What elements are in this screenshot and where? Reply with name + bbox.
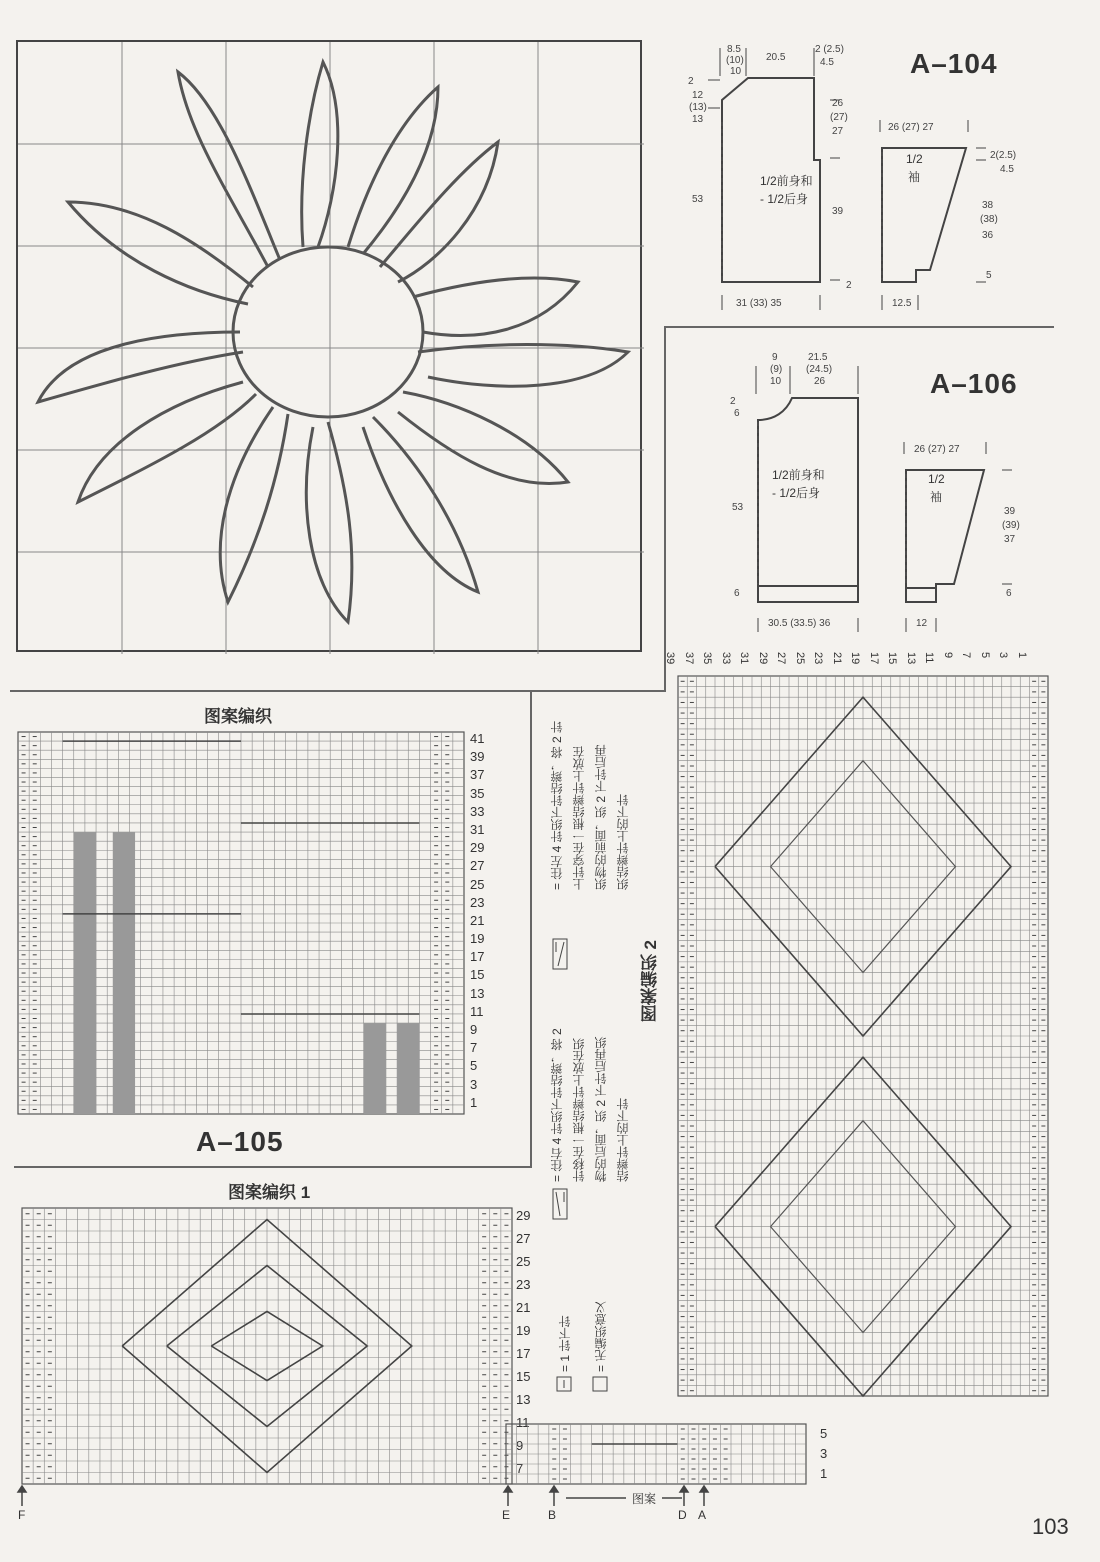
column-number: 7: [960, 652, 972, 659]
row-number: 11: [516, 1415, 530, 1430]
row-number: 1: [820, 1466, 828, 1481]
column-number: 19: [849, 652, 861, 665]
row-number: 5: [470, 1058, 478, 1074]
row-number: 21: [516, 1300, 531, 1315]
column-number: 29: [756, 652, 769, 665]
chart-1-grid: [22, 1208, 512, 1484]
a104-dim: (27): [830, 112, 848, 123]
chart-2-title: 图案编织 2: [641, 940, 660, 1023]
a104-body-label: 1/2前身和: [760, 174, 813, 188]
column-number: 15: [886, 652, 898, 665]
a104-dim: 10: [730, 66, 742, 77]
row-number: 41: [470, 731, 485, 746]
legend-symbol-blank: [592, 1376, 610, 1394]
legend-left-cross-text: [546, 700, 634, 890]
separator-line: [14, 1166, 532, 1168]
code-a105: A–105: [196, 1126, 284, 1157]
row-number: 21: [470, 912, 485, 928]
row-number: 29: [516, 1208, 531, 1223]
a106-dim: 9: [772, 352, 778, 363]
a104-dim: 53: [692, 194, 704, 205]
legend-line: = 往左 4 针织下针结辫，将 2 针: [550, 720, 564, 890]
a104-body-label: - 1/2后身: [760, 192, 809, 206]
a104-dim: 12: [692, 90, 704, 101]
a104-sleeve-dim: 26 (27) 27: [888, 122, 934, 133]
a106-sleeve-label: 1/2: [928, 472, 945, 486]
a104-dim: 2: [846, 280, 852, 291]
a106-dim: (24.5): [806, 364, 833, 375]
a106-dim: (9): [770, 364, 783, 375]
page-number: 103: [1032, 1514, 1069, 1539]
a106-body-label: 1/2前身和: [772, 468, 825, 482]
column-number: 27: [775, 652, 787, 665]
column-number: 39: [664, 652, 676, 665]
marker-a: A: [698, 1508, 707, 1522]
column-number: 5: [978, 652, 991, 659]
a104-dim: 26: [832, 98, 844, 109]
code-a106: A–106: [930, 368, 1018, 399]
a104-sleeve-dim: 38: [982, 200, 994, 211]
a104-dim: (13): [689, 102, 707, 113]
chart-a105-title: 图案编织: [204, 707, 272, 726]
legend-symbol-right-cross: [552, 1188, 570, 1222]
row-number: 13: [470, 985, 485, 1001]
a106-sleeve-dim: 6: [1006, 588, 1012, 599]
row-number: 13: [516, 1392, 531, 1407]
a104-dim: 13: [692, 114, 704, 125]
a106-dim: 53: [732, 502, 744, 513]
marker-pattern: 图案: [632, 1492, 657, 1506]
row-number: 19: [470, 931, 485, 947]
column-number: 11: [923, 652, 935, 664]
row-number: 5: [820, 1426, 828, 1441]
legend-symbol-knit: [556, 1376, 574, 1394]
row-number: 9: [470, 1022, 478, 1038]
a106-schematic: [740, 356, 1060, 636]
row-number: 9: [516, 1438, 524, 1453]
legend-line: 物的后面，织 2 下针后再织: [594, 1036, 608, 1182]
a104-sleeve-dim: (38): [980, 214, 998, 225]
column-number: 25: [793, 652, 806, 665]
a104-sleeve-dim: 2(2.5): [990, 150, 1017, 161]
row-number: 7: [516, 1461, 524, 1476]
a106-sleeve-dim: 37: [1004, 534, 1016, 545]
row-number: 33: [470, 803, 485, 819]
separator-line: [664, 326, 666, 692]
a106-dim: 26: [814, 376, 826, 387]
a106-sleeve-dim: 12: [916, 618, 928, 629]
row-number: 23: [516, 1277, 531, 1292]
row-number: 15: [516, 1369, 531, 1384]
a104-sleeve-dim: 4.5: [1000, 164, 1014, 175]
marker-d: D: [678, 1508, 687, 1522]
row-number: 25: [470, 876, 485, 892]
column-number: 37: [682, 652, 695, 665]
row-number: 3: [470, 1076, 478, 1092]
a104-sleeve-dim: 5: [986, 270, 992, 281]
column-number: 1: [1015, 652, 1028, 659]
a106-sleeve-dim: (39): [1002, 520, 1020, 531]
a106-body-label: - 1/2后身: [772, 486, 821, 500]
a106-dim: 21.5: [808, 352, 828, 363]
column-number: 9: [941, 652, 954, 659]
row-number: 3: [820, 1446, 828, 1461]
a106-sleeve-label: 袖: [930, 490, 943, 504]
chart-1-title: 图案编织 1: [228, 1183, 311, 1202]
column-number: 23: [812, 652, 824, 665]
a104-schematic: [680, 40, 1060, 340]
row-number: 15: [470, 967, 485, 983]
legend-line: 上针穿在一根结辫针上放在: [572, 746, 586, 890]
a104-dim: 20.5: [766, 52, 786, 63]
chart-2-column-numbers: [664, 652, 1046, 676]
row-number: 17: [516, 1346, 531, 1361]
marker-e: E: [502, 1508, 511, 1522]
marker-f: F: [18, 1508, 26, 1522]
row-number: 39: [470, 749, 485, 765]
column-number: 13: [904, 652, 917, 665]
row-number: 37: [470, 767, 485, 783]
a106-dim: 6: [734, 588, 740, 599]
legend-line: 结辫针上的下针: [616, 1098, 630, 1182]
legend-line: 织结辫针上的下针: [616, 794, 630, 890]
a106-dim: 30.5 (33.5) 36: [768, 618, 831, 629]
column-number: 21: [830, 652, 843, 665]
separator-line: [530, 692, 532, 1166]
a104-dim: 2: [688, 76, 694, 87]
column-number: 3: [997, 652, 1009, 659]
a104-dim: 2 (2.5): [815, 44, 844, 55]
chart-a105-grid: [18, 732, 464, 1114]
legend-line: 织物的前面，织 2 下针后再: [594, 744, 608, 890]
a104-dim: 8.5: [727, 44, 741, 55]
a106-sleeve-dim: 26 (27) 27: [914, 444, 960, 455]
marker-b: B: [548, 1508, 557, 1522]
code-a104: A–104: [910, 48, 998, 79]
legend-blank-text: = 无编织意义: [594, 1301, 608, 1372]
row-number: 31: [470, 821, 485, 837]
legend-line: 针移在一根结辫针上放在织: [572, 1038, 586, 1182]
legend-knit-text: = 1 针下针: [558, 1315, 572, 1372]
column-number: 33: [719, 652, 732, 665]
row-number: 11: [470, 1003, 484, 1019]
a106-sleeve-dim: 39: [1004, 506, 1016, 517]
a104-sleeve-dim: 36: [982, 230, 994, 241]
row-number: 29: [470, 840, 485, 856]
a104-sleeve-label: 1/2: [906, 152, 923, 166]
column-number: 35: [701, 652, 713, 665]
legend-line: = 往右 4 针织下针结辫，将 2: [550, 1028, 564, 1182]
flower-grid-panel: [16, 40, 642, 652]
chart-2-grid: [678, 676, 1048, 1396]
a104-dim: 31 (33) 35: [736, 298, 782, 309]
a104-sleeve-label: 袖: [908, 170, 921, 184]
a106-dim: 10: [770, 376, 782, 387]
a106-dim: 2: [730, 396, 736, 407]
legend-symbol-left-cross: [552, 938, 570, 972]
a104-dim: 4.5: [820, 57, 834, 68]
row-number: 25: [516, 1254, 531, 1269]
row-number: 7: [470, 1040, 478, 1056]
chart-1-extension-grid: [506, 1424, 806, 1484]
row-number: 17: [470, 949, 485, 965]
column-number: 31: [738, 652, 750, 665]
a104-dim: 39: [832, 206, 844, 217]
row-number: 19: [516, 1323, 531, 1338]
a104-dim: (10): [726, 55, 744, 66]
row-number: 35: [470, 785, 485, 801]
a104-dim: 27: [832, 126, 844, 137]
column-number: 17: [867, 652, 880, 665]
row-number: 23: [470, 894, 485, 910]
a106-dim: 6: [734, 408, 740, 419]
row-number: 1: [470, 1094, 478, 1110]
separator-line: [10, 690, 666, 692]
a104-sleeve-dim: 12.5: [892, 298, 912, 309]
legend-right-cross-text: [546, 1000, 634, 1182]
row-number: 27: [516, 1231, 531, 1246]
row-number: 27: [470, 858, 485, 874]
flower-diagram: [18, 42, 644, 654]
